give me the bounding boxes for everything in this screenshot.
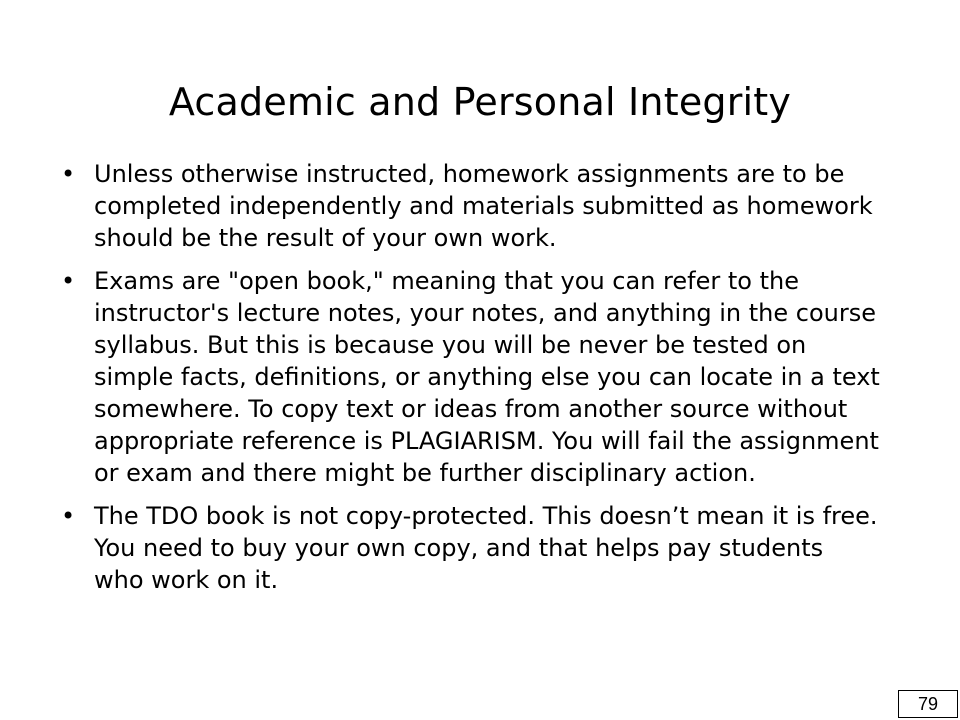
bullet-item: [58, 265, 880, 489]
slide-title: Academic and Personal Integrity: [168, 80, 792, 124]
bullet-text: Unless otherwise instructed, homework assignments are to be completed independently and materials submitted as homework should be the result of your own work.: [94, 160, 873, 252]
page-number: 79: [898, 690, 958, 718]
bullet-icon: •: [61, 160, 76, 188]
bullet-item: [58, 158, 880, 254]
bullet-text: Exams are "open book," meaning that you can refer to the instructor's lecture notes, your notes, and anything in the course syllabus. But this is because you will be never be tested on simple facts, definitions, or anything else you can locate in a text somewhere. To copy text or ideas from another source without appropriate reference is PLAGIARISM. You will fail the assignment or exam and there might be further disciplinary action.: [94, 267, 880, 487]
bullet-item: [58, 500, 880, 596]
bullet-list: [58, 158, 880, 607]
bullet-text: The TDO book is not copy-protected. This doesn’t mean it is free. You need to buy your own copy, and that helps pay students who work on it.: [94, 502, 878, 594]
bullet-icon: •: [61, 502, 76, 530]
bullet-icon: •: [61, 267, 76, 295]
